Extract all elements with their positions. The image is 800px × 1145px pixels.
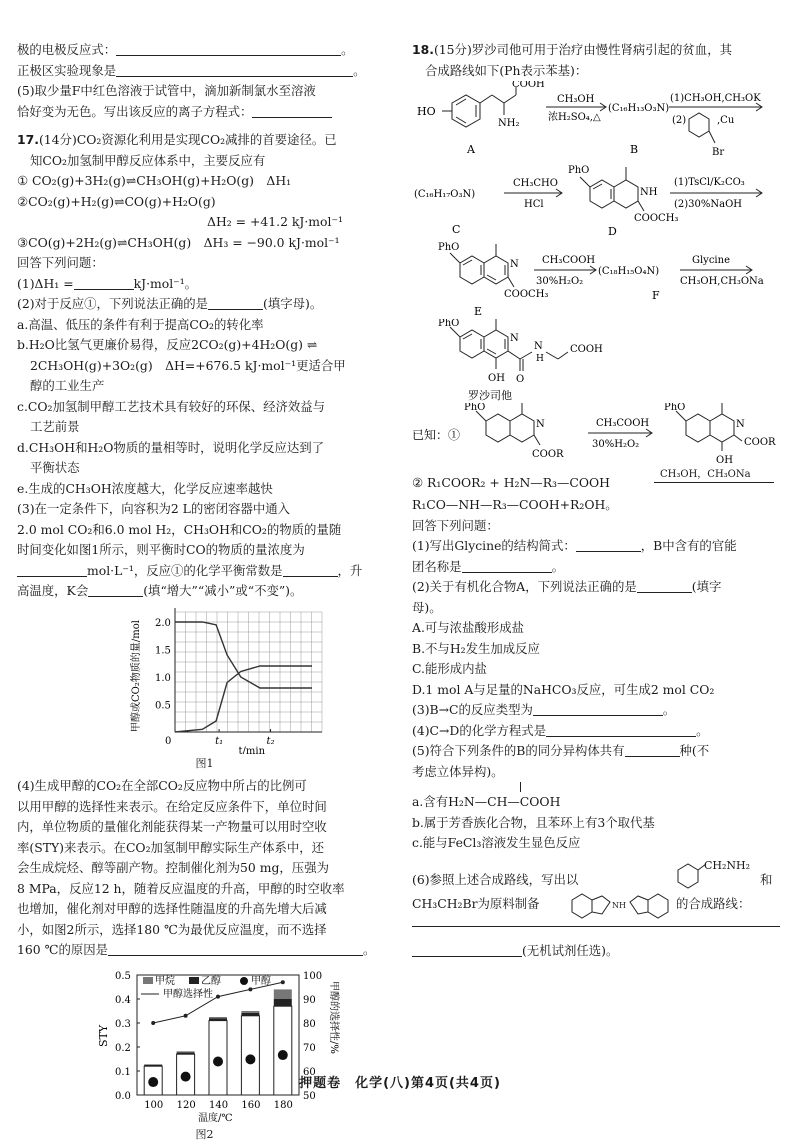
x-tick-label: 160 (241, 1100, 260, 1111)
x-tick-label: 120 (177, 1100, 196, 1111)
q17-part4: 内，单位物质的量催化剂能获得某一产物量可以用时空收 (17, 817, 392, 838)
methanol-dot (278, 1050, 288, 1060)
q18-text: (填字 (692, 579, 722, 594)
q16-text: 极的电极反应式： (17, 42, 116, 57)
q18-text: 回答下列问题： (412, 516, 780, 537)
q17-part3: 时间变化如图1所示，则平衡时CO的物质的量浓度为 (17, 540, 392, 561)
q18-text: 的合成路线： (676, 894, 750, 915)
y-tick-label: 0.5 (155, 700, 171, 711)
y2-axis-label: 甲醇的选择性/% (328, 981, 341, 1054)
q17-text: (1)ΔH₁ = (17, 276, 74, 291)
legend-swatch-ethanol (189, 977, 199, 984)
compound-c-formula: (C₁₆H₁₇O₃N) (414, 189, 475, 200)
q18-text: (15分)罗沙司他可用于治疗由慢性肾病引起的贫血，其 (434, 42, 732, 57)
q18-text: 考虑立体异构)。 (412, 762, 780, 783)
x-axis-label: 温度/℃ (198, 1111, 233, 1124)
q17-part4: 会生成烷烃、醇等副产物。控制催化剂为50 mg，压强为 (17, 858, 392, 879)
option-a: A.可与浓盐酸形成盐 (412, 618, 780, 639)
q16-line: 正极区实验现象是 。 (17, 61, 392, 82)
cooch3-group: COOCH₃ (504, 289, 548, 300)
option-d: 平衡状态 (17, 458, 392, 479)
option-b: 醇的工业生产 (17, 376, 392, 397)
figure-2-caption: 图2 (17, 1125, 392, 1145)
q17-part3 (17, 561, 392, 582)
y-tick-label: 0.4 (115, 995, 131, 1006)
target-molecule-structure (570, 890, 674, 920)
bar-ethanol (144, 1065, 162, 1066)
option-a: a.高温、低压的条件有利于提高CO₂的转化率 (17, 315, 392, 336)
bar-ethanol (241, 1012, 259, 1015)
answer-blank[interactable] (116, 41, 341, 56)
pho-group: PhO (438, 242, 459, 253)
ch2nh2-group: CH₂NH₂ (704, 856, 750, 877)
q17-text: (2)对于反应①，下列说法正确的是 (17, 296, 208, 311)
answer-blank[interactable] (546, 722, 696, 737)
answer-blank[interactable] (533, 701, 663, 716)
y-tick-label: 2.0 (155, 618, 171, 629)
q18-part6 (412, 894, 780, 920)
q17-part1 (17, 274, 392, 295)
compound-label-d: D (608, 225, 617, 238)
ring-known-pyridine (510, 414, 534, 442)
legend-methanol: 甲醇 (251, 974, 271, 987)
cooch3-group: COOCH₃ (634, 213, 678, 224)
answer-blank[interactable] (576, 537, 641, 552)
q17-text: 回答下列问题： (17, 253, 392, 274)
q16-text: (5)取少量F中红色溶液于试管中，滴加新制氯水至溶液 (17, 81, 392, 102)
pho-group: PhO (438, 319, 459, 329)
y-tick-label: 0.5 (115, 971, 131, 982)
condition: (1)CH₃OH,CH₃OK (670, 93, 761, 104)
answer-blank[interactable] (462, 558, 552, 573)
selectivity-point (248, 987, 252, 991)
x-tick-label: 180 (274, 1100, 293, 1111)
compound-label-a: A (466, 143, 476, 156)
answer-blank[interactable] (74, 275, 134, 290)
q17-part4: 也增加，催化剂对甲醇的选择性随温度的升高先增大后减 (17, 899, 392, 920)
y-tick-label: 0.0 (115, 1091, 131, 1102)
q18-text: 和 (760, 870, 772, 891)
y2-tick-label: 80 (303, 1019, 316, 1030)
fig1-ylabel: 甲醇或CO₂物质的量/mol (129, 620, 142, 732)
pho-group: PhO (568, 165, 589, 176)
q18-part5 (412, 741, 780, 762)
legend-swatch-methanol (240, 977, 248, 985)
condition: 浓H₂SO₄,△ (548, 110, 601, 123)
known-label: 已知：① (412, 428, 460, 442)
ring-known-prod-benzene (686, 414, 710, 442)
condition: 30%H₂O₂ (536, 276, 583, 287)
left-column (17, 40, 392, 1145)
br-group: Br (712, 147, 724, 158)
scheme-step-c-d (412, 159, 780, 241)
bond-line (520, 782, 521, 792)
reaction-2: ②CO₂(g)+H₂(g)⇌CO(g)+H₂O(g) (17, 192, 392, 213)
q18-text: 团名称是 (412, 559, 462, 574)
q18-part1: 团名称是 。 (412, 557, 780, 578)
q18-part1 (412, 536, 780, 557)
condition: CH₃COOH (596, 418, 649, 429)
condition: HCl (524, 199, 544, 210)
q18-text: (3)B→C的反应类型为 (412, 702, 533, 717)
compound-label-f: F (652, 289, 660, 302)
legend-methane: 甲烷 (155, 974, 175, 987)
compound-label-c: C (452, 223, 460, 236)
q17-part4: 率(STY)来表示。在CO₂加氢制甲醇实际生产体系中，还 (17, 838, 392, 859)
compound-b-formula: (C₁₆H₁₃O₃N) (608, 103, 669, 114)
ho-group: HO (417, 105, 436, 118)
selectivity-point (151, 1021, 155, 1025)
n-atom: N (736, 419, 745, 430)
selectivity-point (216, 994, 220, 998)
oh-group: OH (488, 373, 505, 384)
q18-text: (4)C→D的化学方程式是 (412, 723, 546, 738)
answer-blank[interactable] (108, 941, 363, 956)
bar-methane (274, 989, 292, 999)
option-c: 工艺前景 (17, 417, 392, 438)
q17-part3: 2.0 mol CO₂和6.0 mol H₂，CH₃OH和CO₂的物质的量随 (17, 520, 392, 541)
q18-text: 合成路线如下(Ph表示苯基)： (412, 61, 780, 82)
q18-text: ② R₁COOR₂ + H₂N—R₃—COOH (412, 475, 610, 490)
q18-text: (5)符合下列条件的B的同分异构体共有 (412, 743, 625, 758)
y-tick-label: 1.0 (155, 673, 171, 684)
q18-text: (2)关于有机化合物A，下列说法正确的是 (412, 579, 637, 594)
reaction-1: ① CO₂(g)+3H₂(g)⇌CH₃OH(g)+H₂O(g) ΔH₁ (17, 171, 392, 192)
condition-b: b.属于芳香族化合物，且苯环上有3个取代基 (412, 813, 780, 834)
q18-part6 (412, 941, 780, 962)
q16-line (17, 102, 392, 123)
q17-text: 高温度，K会 (17, 583, 88, 598)
answer-blank[interactable] (17, 562, 87, 577)
q18-part2 (412, 577, 780, 598)
methanol-dot (213, 1056, 223, 1066)
x-tick-label-t2: t₂ (267, 736, 275, 747)
answer-blank[interactable] (88, 582, 143, 597)
bar-methane (177, 1051, 195, 1052)
coor-group: COOR (744, 437, 776, 448)
svg-text:NH: NH (612, 901, 626, 910)
legend-ethanol: 乙醇 (201, 974, 221, 987)
condition: CH₃COOH (542, 255, 595, 266)
amino-acid-group: H₂N—CH—COOH (448, 794, 560, 809)
q18-part4: (4)C→D的化学方程式是 。 (412, 721, 780, 742)
q17-part2 (17, 294, 392, 315)
reaction-3: ③CO(g)+2H₂(g)⇌CH₃OH(g) ΔH₃ = −90.0 kJ·mol⁻¹ (17, 233, 392, 254)
bar-ethanol (209, 1018, 227, 1020)
bar-ethanol (274, 999, 292, 1006)
product-name: 罗沙司他 (468, 388, 512, 402)
pho-group: PhO (664, 403, 685, 413)
bromobenzene-ring (689, 113, 709, 137)
q18-text: (6)参照上述合成路线，写出以 (412, 872, 578, 887)
right-column (412, 40, 780, 961)
q17-part4: (4)生成甲醇的CO₂在全部CO₂反应物中所占的比例可 (17, 776, 392, 797)
answer-blank[interactable] (412, 920, 780, 927)
q18-text: ，B中含有的官能 (641, 538, 737, 553)
option-d: D.1 mol A与足量的NaHCO₃反应，可生成2 mol CO₂ (412, 680, 780, 701)
option-e: e.生成的CH₃OH浓度越大，化学反应速率越快 (17, 479, 392, 500)
condition: CH₃CHO (513, 178, 558, 189)
q18-header (412, 40, 780, 61)
ring-known-benzene (486, 414, 510, 442)
q17-part4: 160 ℃的原因是 。 (17, 940, 392, 961)
answer-blank[interactable] (252, 103, 332, 118)
q18-text: CH₃CH₂Br为原料制备 (412, 896, 540, 911)
answer-blank[interactable] (412, 942, 522, 957)
oh-group: OH (716, 455, 733, 466)
condition: CH₃OH,CH₃ONa (680, 276, 764, 287)
page-footer: 押题卷 化学(八)第4页(共4页) (0, 1072, 800, 1091)
y2-tick-label: 100 (303, 971, 322, 982)
cooh-group: COOH (570, 344, 603, 355)
condition: (2) (672, 115, 686, 126)
q18-text: R₁CO—NH—R₃—COOH+R₂OH。 (412, 495, 780, 516)
known-reaction-2 (412, 473, 780, 495)
y-axis-label: STY (97, 1024, 110, 1047)
q17-text: 160 ℃的原因是 (17, 942, 108, 957)
q17-part4: 小，如图2所示，选择180 ℃为最优反应温度，而不选择 (17, 920, 392, 941)
question-number: 17. (17, 132, 39, 147)
condition: ,Cu (717, 115, 735, 126)
bar-methane (241, 1011, 259, 1013)
option-c: c.CO₂加氢制甲醇工艺技术具有较好的环保、经济效益与 (17, 397, 392, 418)
reaction-2-enthalpy: ΔH₂ = +41.2 kJ·mol⁻¹ (17, 212, 392, 233)
q17-part4: 8 MPa，反应12 h，随着反应温度的升高，甲醇的时空收率 (17, 879, 392, 900)
q17-text: kJ·mol⁻¹。 (134, 276, 197, 291)
option-b: b.H₂O比氢气更廉价易得，反应2CO₂(g)+4H₂O(g) ⇌ (17, 335, 392, 356)
answer-blank[interactable] (116, 62, 353, 77)
bar-ethanol (177, 1052, 195, 1054)
option-b: 2CH₃OH(g)+3O₂(g) ΔH=+676.5 kJ·mol⁻¹更适合甲 (17, 356, 392, 377)
q17-part3: (3)在一定条件下，向容积为2 L的密闭容器中通入 (17, 499, 392, 520)
y-tick-label: 0.1 (115, 1067, 131, 1078)
q18-text: a.含有 (412, 794, 448, 809)
y-tick-label: 0.3 (115, 1019, 131, 1030)
q17-part4: 以用甲醇的选择性来表示。在给定反应条件下，单位时间 (17, 797, 392, 818)
q18-text: 母)。 (412, 598, 780, 619)
n-atom: N (510, 259, 519, 270)
q18-part3: (3)B→C的反应类型为 。 (412, 700, 780, 721)
scheme-step-e-f (412, 241, 780, 319)
origin-label: 0 (165, 736, 171, 747)
y2-tick-label: 70 (303, 1043, 316, 1054)
q17-text: ，升 (338, 563, 363, 578)
compound-label-b: B (630, 143, 638, 156)
product-roxadustat (412, 319, 780, 403)
selectivity-point (184, 1013, 188, 1017)
x-tick-label: 140 (209, 1100, 228, 1111)
answer-blank[interactable] (208, 295, 263, 310)
legend-swatch-methane (143, 977, 153, 984)
q17-text: 知CO₂加氢制甲醇反应体系中，主要反应有 (17, 151, 392, 172)
bar-methane (209, 1017, 227, 1018)
n-atom: N (534, 341, 543, 352)
h-atom: H (536, 354, 544, 364)
y2-tick-label: 60 (303, 1067, 316, 1078)
compound-label-e: E (474, 305, 482, 318)
question-number: 18. (412, 42, 434, 57)
condition-a (412, 792, 780, 813)
figure-1-caption: 图1 (17, 754, 392, 775)
x-axis-label: t/min (239, 746, 266, 754)
nh-group: NH (640, 187, 658, 198)
coor-group: COOR (532, 449, 564, 460)
x-tick-label-t1: t₁ (215, 736, 223, 747)
condition-c: c.能与FeCl₃溶液发生显色反应 (412, 833, 780, 854)
figure-1-chart (17, 604, 392, 754)
o-atom: O (516, 374, 524, 385)
condition: (1)TsCl/K₂CO₃ (674, 177, 745, 188)
option-d: d.CH₃OH和H₂O物质的量相等时，说明化学反应达到了 (17, 438, 392, 459)
answer-blank[interactable] (625, 742, 680, 757)
q17-text: (填“增大”“减小”或“不变”)。 (143, 583, 302, 598)
cooh-group: COOH (512, 81, 545, 90)
option-c: C.能形成内盐 (412, 659, 780, 680)
scheme-step-a-b (412, 81, 780, 159)
q18-text: 种(不 (680, 743, 710, 758)
q18-text: (无机试剂任选)。 (522, 943, 618, 958)
pho-group: PhO (464, 403, 485, 413)
q16-line: 极的电极反应式： 。 (17, 40, 392, 61)
q16-text: 恰好变为无色。写出该反应的离子方程式： (17, 104, 252, 119)
n-atom: N (510, 333, 519, 344)
n-atom: N (536, 419, 545, 430)
bar-methane (144, 1064, 162, 1065)
q17-text: (14分)CO₂资源化利用是实现CO₂减排的首要途径。已 (39, 132, 337, 147)
y-tick-label: 1.5 (155, 645, 171, 656)
condition: CH₃OH，CH₃ONa (660, 465, 751, 486)
option-b: B.不与H₂发生加成反应 (412, 639, 780, 660)
y2-tick-label: 90 (303, 995, 316, 1006)
q17-header (17, 130, 392, 151)
nh2-group: NH₂ (498, 118, 519, 129)
condition: Glycine (692, 255, 730, 266)
compound-f-formula: (C₁₈H₁₅O₄N) (598, 266, 659, 277)
figure-2-chart (17, 965, 392, 1125)
y-tick-label: 0.2 (115, 1043, 131, 1054)
condition: (2)30%NaOH (674, 199, 742, 210)
methanol-dot (245, 1054, 255, 1064)
q17-text: mol·L⁻¹，反应①的化学平衡常数是 (87, 563, 283, 578)
answer-blank[interactable] (283, 562, 338, 577)
condition: 30%H₂O₂ (592, 439, 639, 450)
reaction-arrow (654, 482, 774, 483)
ring-d-piperidine (614, 180, 638, 208)
selectivity-point (281, 980, 285, 984)
q17-text: (填字母)。 (263, 296, 322, 311)
known-reaction-1 (412, 403, 780, 473)
q17-part3 (17, 581, 392, 602)
q16-text: 正极区实验现象是 (17, 63, 116, 78)
y2-tick-label: 50 (303, 1091, 316, 1102)
ring-known-prod-pyridine (710, 414, 734, 442)
q18-text: (1)写出Glycine的结构简式： (412, 538, 576, 553)
legend-selectivity: 甲醇选择性 (163, 987, 213, 1000)
condition: CH₃OH (557, 94, 595, 105)
answer-blank[interactable] (637, 578, 692, 593)
x-tick-label: 100 (144, 1100, 163, 1111)
